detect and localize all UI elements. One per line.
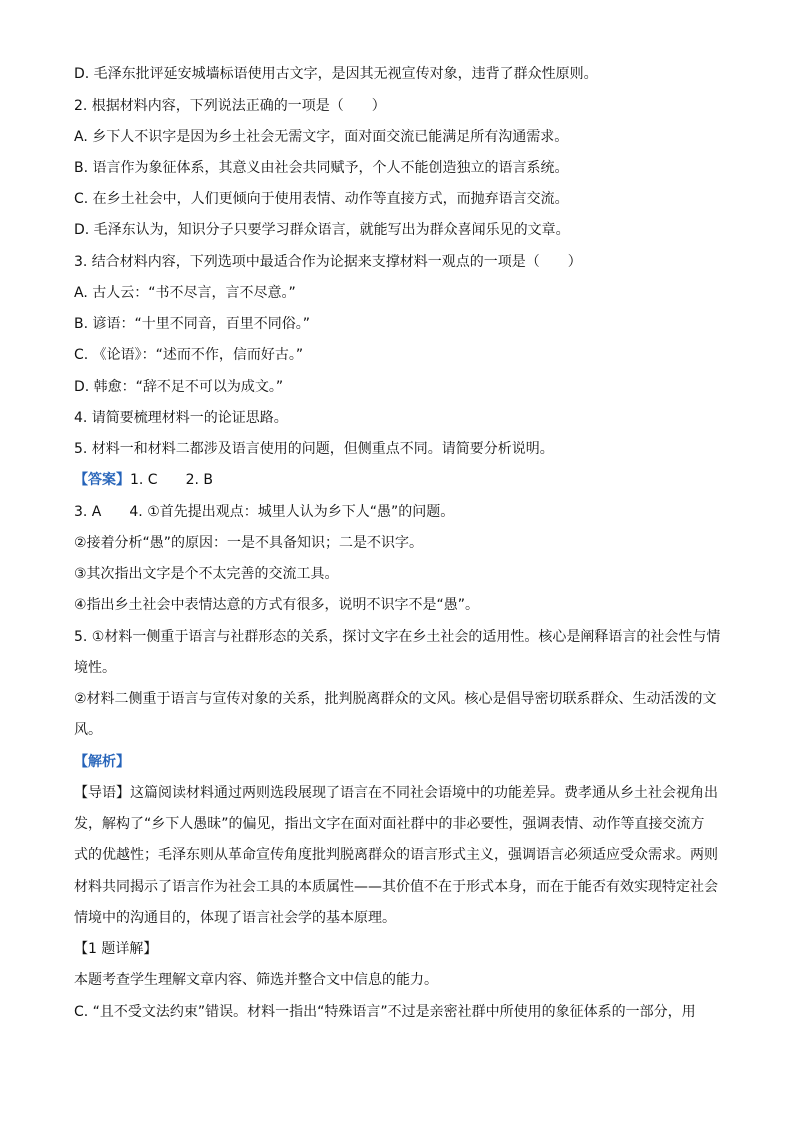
- answer-text: 1. C 2. B: [130, 472, 213, 488]
- question-2-option-d: D. 毛泽东认为，知识分子只要学习群众语言，就能写出为群众喜闻乐见的文章。: [74, 222, 570, 238]
- question-2-option-c: C. 在乡土社会中，人们更倾向于使用表情、动作等直接方式，而抛弃语言交流。: [74, 191, 569, 207]
- question-3-option-b: B. 谚语：“十里不同音，百里不同俗。”: [74, 316, 311, 332]
- question-1-option-d: D. 毛泽东批评延安城墙标语使用古文字，是因其无视宣传对象，违背了群众性原则。: [74, 66, 598, 82]
- guide-line-1: 【导语】这篇阅读材料通过两则选段展现了语言在不同社会语境中的功能差异。费孝通从乡土社会视角出: [74, 785, 718, 801]
- answer-step-4: ④指出乡土社会中表情达意的方式有很多，说明不识字不是“愚”。: [74, 597, 480, 613]
- analysis-heading: [74, 752, 720, 772]
- guide-line-3: 式的优越性；毛泽东则从革命宣传角度批判脱离群众的语言形式主义，强调语言必须适应受众需求。两则: [74, 847, 718, 863]
- answer-line: [74, 470, 720, 490]
- answer-line-3-4: 3. A 4. ①首先提出观点：城里人认为乡下人“愚”的问题。: [74, 504, 455, 520]
- guide-line-5: 情境中的沟通目的，体现了语言社会学的基本原理。: [74, 910, 396, 926]
- question-3-stem: 3. 结合材料内容，下列选项中最适合作为论据来支撑材料一观点的一项是（ ）: [74, 254, 582, 270]
- answer-tag: 【答案】: [74, 472, 130, 488]
- answer-5-point-2-cont: 风。: [74, 722, 102, 738]
- question-2-stem: 2. 根据材料内容，下列说法正确的一项是（ ）: [74, 98, 386, 114]
- guide-line-2: 发，解构了“乡下人愚昧”的偏见，指出文字在面对面社群中的非必要性，强调表情、动作等直接交流方: [74, 816, 705, 832]
- detail-line-1: 本题考查学生理解文章内容、筛选并整合文中信息的能力。: [74, 972, 438, 988]
- guide-line-4: 材料共同揭示了语言作为社会工具的本质属性——其价值不在于形式本身，而在于能否有效实现特定社会: [74, 879, 718, 895]
- question-2-option-b: B. 语言作为象征体系，其意义由社会共同赋予，个人不能创造独立的语言系统。: [74, 160, 569, 176]
- question-4-stem: 4. 请简要梳理材料一的论证思路。: [74, 410, 288, 426]
- question-3-option-c: C. 《论语》：“述而不作，信而好古。”: [74, 347, 304, 363]
- question-5-stem: 5. 材料一和材料二都涉及语言使用的问题，但侧重点不同。请简要分析说明。: [74, 441, 554, 457]
- question-3-option-a: A. 古人云：“书不尽言，言不尽意。”: [74, 285, 296, 301]
- detail-heading: 【1 题详解】: [74, 941, 158, 957]
- answer-5-point-1: 5. ①材料一侧重于语言与社群形态的关系，探讨文字在乡土社会的适用性。核心是阐释语言的社会性与情: [74, 629, 721, 645]
- detail-line-2: C. “且不受文法约束”错误。材料一指出“特殊语言”不过是亲密社群中所使用的象征体系的一部分，用: [74, 1004, 696, 1020]
- analysis-tag: 【解析】: [74, 754, 130, 770]
- question-3-option-d: D. 韩愈：“辞不足不可以为成文。”: [74, 379, 284, 395]
- question-2-option-a: A. 乡下人不识字是因为乡土社会无需文字，面对面交流已能满足所有沟通需求。: [74, 129, 569, 145]
- answer-5-point-1-cont: 境性。: [74, 660, 116, 676]
- answer-5-point-2: ②材料二侧重于语言与宣传对象的关系，批判脱离群众的文风。核心是倡导密切联系群众、生动活泼的文: [74, 691, 717, 707]
- answer-step-3: ③其次指出文字是个不太完善的交流工具。: [74, 566, 339, 582]
- answer-step-2: ②接着分析“愚”的原因：一是不具备知识；二是不识字。: [74, 535, 424, 551]
